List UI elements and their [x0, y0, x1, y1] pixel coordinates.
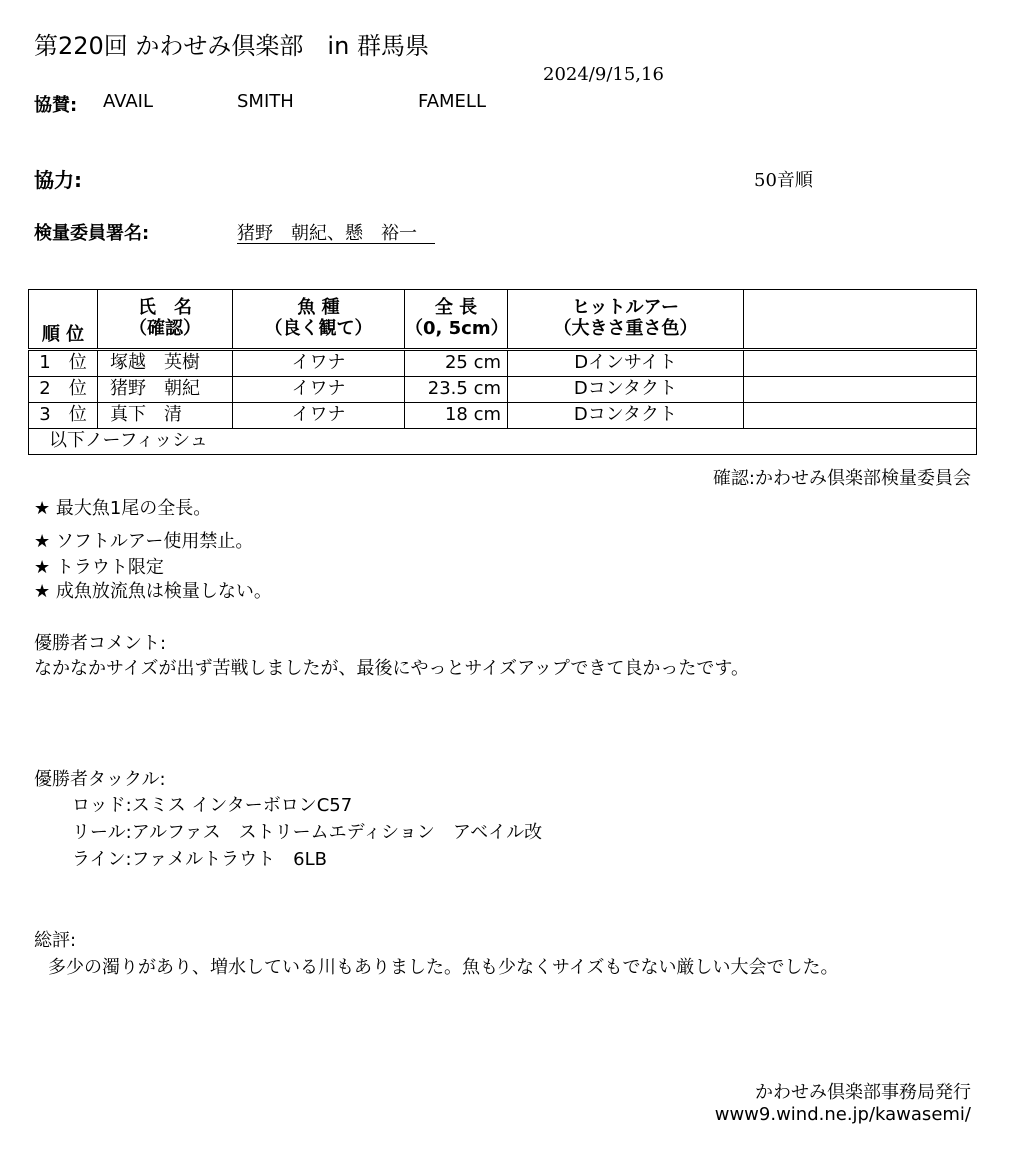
publisher: かわせみ倶楽部事務局発行 [755, 1082, 971, 1103]
page-title: 第220回 かわせみ倶楽部 in 群馬県 [34, 32, 429, 60]
header-name [98, 290, 233, 350]
header-lure-line1: ヒットルアー [572, 297, 679, 319]
tackle-rod: ロッド:スミス インターボロンC57 [72, 795, 353, 816]
site-url[interactable]: www9.wind.ne.jp/kawasemi/ [714, 1104, 971, 1125]
rule-item: ★ 成魚放流魚は検量しない。 [34, 581, 272, 602]
sponsor-famell: FAMELL [418, 91, 486, 112]
header-length-line2: （0, 5cm） [405, 318, 509, 339]
length-cell: 23.5 cm [405, 377, 508, 403]
sponsor-avail: AVAIL [103, 91, 153, 112]
length-cell: 25 cm [405, 350, 508, 377]
header-species-line2: （良く観て） [264, 318, 373, 339]
results-table [28, 289, 977, 455]
extra-cell [744, 403, 977, 429]
rank-cell: 2 位 [29, 377, 98, 403]
lure-cell: Dコンタクト [508, 377, 744, 403]
header-species [233, 290, 405, 350]
review-label: 総評: [34, 930, 77, 951]
header-lure [508, 290, 744, 350]
rule-item: ★ ソフトルアー使用禁止。 [34, 531, 254, 552]
lure-cell: Dインサイト [508, 350, 744, 377]
table-row [29, 350, 977, 377]
inspector-names: 猪野 朝紀、懸 裕一 [237, 223, 435, 244]
extra-cell [744, 377, 977, 403]
inspector-label: 検量委員署名: [34, 223, 150, 244]
header-lure-line2: （大きさ重さ色） [553, 318, 698, 339]
header-name-line1: 氏 名 [138, 297, 192, 319]
tackle-line: ライン:ファメルトラウト 6LB [72, 849, 327, 870]
cooperation-label: 協力: [34, 168, 82, 192]
event-date: 2024/9/15,16 [543, 64, 664, 85]
header-rank: 順 位 [29, 290, 98, 350]
length-cell: 18 cm [405, 403, 508, 429]
rule-item: ★ トラウト限定 [34, 557, 164, 578]
table-row [29, 403, 977, 429]
header-name-line2: （確認） [129, 318, 201, 339]
name-cell: 猪野 朝紀 [98, 377, 233, 403]
no-fish-cell: 以下ノーフィッシュ [29, 429, 977, 455]
species-cell: イワナ [233, 377, 405, 403]
extra-cell [744, 350, 977, 377]
order-note: 50音順 [754, 170, 813, 191]
review-text: 多少の濁りがあり、増水している川もありました。魚も少なくサイズもでない厳しい大会でした。 [48, 957, 839, 978]
tackle-reel: リール:アルファス ストリームエディション アベイル改 [72, 822, 543, 843]
header-extra [744, 290, 977, 350]
table-header-row [29, 290, 977, 350]
winner-comment-text: なかなかサイズが出ず苦戦しましたが、最後にやっとサイズアップできて良かったです。 [34, 658, 749, 679]
rule-item: ★ 最大魚1尾の全長。 [34, 498, 212, 519]
confirm-note: 確認:かわせみ倶楽部検量委員会 [712, 468, 971, 489]
header-length [405, 290, 508, 350]
name-cell: 真下 清 [98, 403, 233, 429]
header-species-line1: 魚 種 [297, 297, 340, 319]
rank-cell: 1 位 [29, 350, 98, 377]
name-cell: 塚越 英樹 [98, 350, 233, 377]
lure-cell: Dコンタクト [508, 403, 744, 429]
species-cell: イワナ [233, 350, 405, 377]
sponsor-label: 協賛: [34, 95, 78, 116]
winner-tackle-label: 優勝者タックル: [34, 769, 166, 790]
header-length-line1: 全 長 [434, 297, 478, 319]
rank-cell: 3 位 [29, 403, 98, 429]
species-cell: イワナ [233, 403, 405, 429]
no-fish-row [29, 429, 977, 455]
sponsor-smith: SMITH [237, 91, 294, 112]
winner-comment-label: 優勝者コメント: [34, 633, 167, 654]
table-row [29, 377, 977, 403]
